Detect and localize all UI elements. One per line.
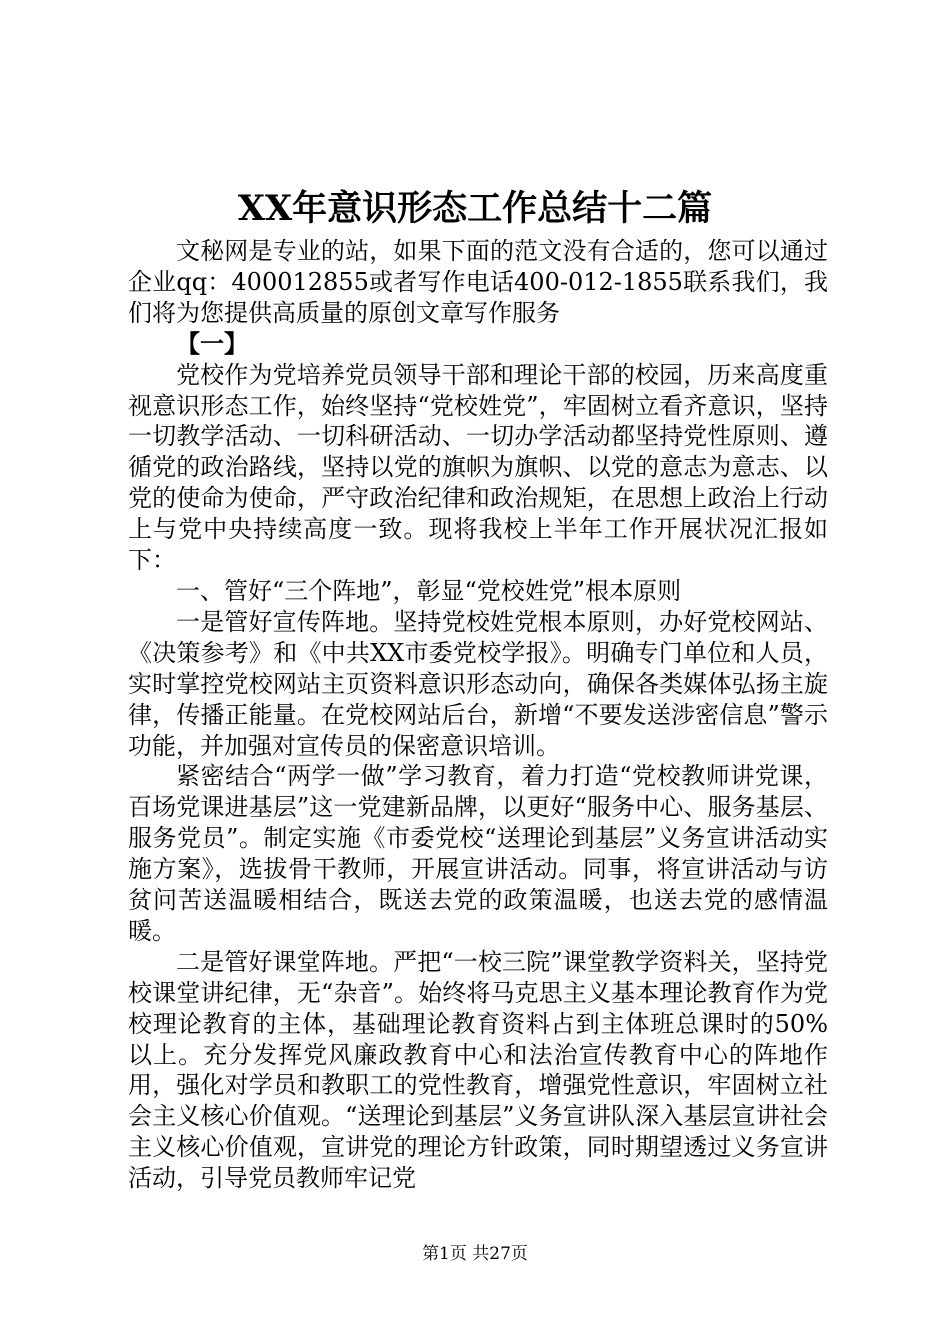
section-marker: 【一】 — [176, 328, 248, 358]
section-heading: 一、管好“三个阵地”，彰显“党校姓党”根本原则 — [176, 576, 682, 605]
body-paragraph: 紧密结合“两学一做”学习教育，着力打造“党校教师讲党课，百场党课进基层”这一党建新品牌，以更好“服务中心、服务基层、服务党员”。制定实施《市委党校“送理论到基层”义务宣讲活动实施方案》，选拔骨干教师，开展宣讲活动。同事，将宣讲活动与访贫问苦送温暖相结合，既送去党的政策温暖，也送去党的感情温暖。 — [128, 762, 828, 945]
body-paragraph: 党校作为党培养党员领导干部和理论干部的校园，历来高度重视意识形态工作，始终坚持“党校姓党”，牢固树立看齐意识，坚持一切教学活动、一切科研活动、一切办学活动都坚持党性原则、遵循党的政治路线，坚持以党的旗帜为旗帜、以党的意志为意志、以党的使命为使命，严守政治纪律和政治规矩，在思想上政治上行动上与党中央持续高度一致。现将我校上半年工作开展状况汇报如下： — [128, 360, 828, 575]
body-paragraph: 一是管好宣传阵地。坚持党校姓党根本原则，办好党校网站、《决策参考》和《中共XX市委党校学报》。明确专门单位和人员，实时掌控党校网站主页资料意识形态动向，确保各类媒体弘扬主旋律，传播正能量。在党校网站后台，新增“不要发送涉密信息”警示功能，并加强对宣传员的保密意识培训。 — [128, 607, 828, 760]
intro-paragraph: 文秘网是专业的站，如果下面的范文没有合适的，您可以通过企业qq：400012855或者写作电话400-012-1855联系我们，我们将为您提供高质量的原创文章写作服务 — [128, 237, 828, 327]
page-footer: 第1页 共27页 — [422, 1244, 528, 1264]
document-title: XX年意识形态工作总结十二篇 — [237, 188, 713, 229]
body-paragraph: 二是管好课堂阵地。严把“一校三院”课堂教学资料关，坚持党校课堂讲纪律，无“杂音”。始终将马克思主义基本理论教育作为党校理论教育的主体，基础理论教育资料占到主体班总课时的50%以上。充分发挥党风廉政教育中心和法治宣传教育中心的阵地作用，强化对学员和教职工的党性教育，增强党性意识，牢固树立社会主义核心价值观。“送理论到基层”义务宣讲队深入基层宣讲社会主义核心价值观，宣讲党的理论方针政策，同时期望透过义务宣讲活动，引导党员教师牢记党 — [128, 947, 828, 1193]
document-body — [128, 236, 828, 1194]
